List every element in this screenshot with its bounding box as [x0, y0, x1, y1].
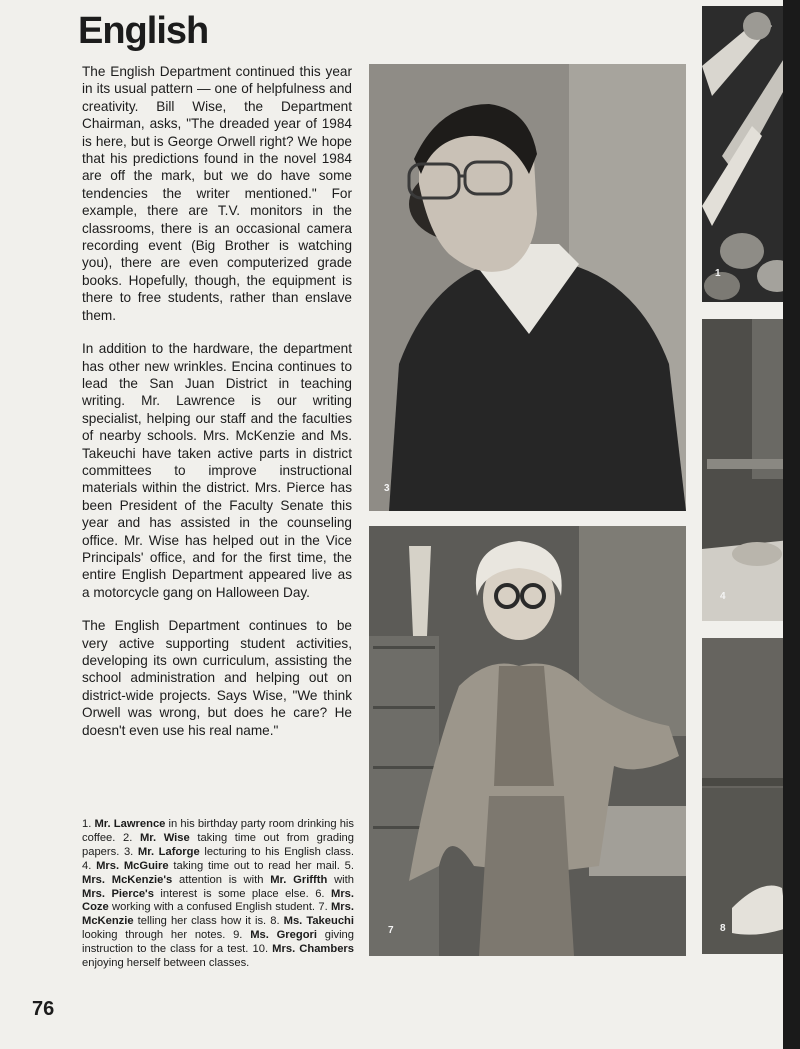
caption-10: 10. Mrs. Chambers enjoying herself between classes.	[82, 943, 354, 970]
caption-3: 3. Mr. Laforge lecturing to his English class.	[123, 845, 355, 858]
photo-number-7: 7	[388, 925, 394, 936]
caption-4: 4. Mrs. McGuire taking time out to read her mail.	[82, 859, 345, 872]
caption-1: 1. Mr. Lawrence in his birthday party room drinking his coffee.	[82, 818, 354, 844]
page-number: 76	[32, 998, 55, 1020]
paragraph-2: In addition to the hardware, the department has other new wrinkles. Encina continues to lead the San Juan District in teaching writing. Mr. Lawrence is our writing specialist, helping our staff and the faculties of nearby schools. Mrs. McKenzie and Ms. Takeuchi have taken active parts in district committees to improve instructional materials within the district. Mrs. Pierce has been President of the Faculty Senate this year and has assisted in the counseling office. Mr. Wise has helped out in the Vice Principals' office, and for the first time, the entire English Department appeared live as a motorcycle gang on Halloween Day.	[82, 341, 352, 600]
caption-7: 7. Mrs. McKenzie telling her class how it is.	[82, 901, 354, 928]
photo-captions	[82, 818, 354, 971]
caption-2: 2. Mr. Wise taking time out from grading papers.	[82, 831, 354, 858]
photo-woman-in-jacket	[369, 526, 686, 956]
caption-9: 9. Ms. Gregori giving instruction to the class for a test.	[82, 929, 355, 956]
paragraph-1: The English Department continued this year in its usual pattern — one of helpfulness and creativity. Bill Wise, the Department Chairman, asks, "The dreaded year of 1984 is here, but is George Orwell right? We hope that his predictions found in the novel 1984 are off the mark, but we do have some tendencies the writer mentioned." For example, there are T.V. monitors in the classrooms, there is an occasional camera recording event (Big Brother is watching you), there are even computerized grade books. Hopefully, though, the equipment is there to free students, rather than enslave them.	[82, 64, 352, 323]
caption-6: 6. Mrs. Coze working with a confused English student.	[82, 887, 355, 914]
caption-5: 5. Mrs. McKenzie's attention is with Mr. Griffth with Mrs. Pierce's interest is some place else.	[82, 859, 354, 900]
article-body	[82, 63, 352, 755]
photo-number-3: 3	[384, 483, 390, 494]
photo-number-4: 4	[720, 591, 726, 602]
page-title: English	[78, 10, 209, 52]
paragraph-3: The English Department continues to be very active supporting student activities, developing its own curriculum, assisting the school administration and helping out on district-wide projects. Says Wise, "We think Orwell was wrong, but does he care? He doesn't even use his real name."	[82, 618, 352, 738]
photo-number-1: 1	[715, 268, 721, 279]
page-binding-edge	[783, 0, 800, 1049]
caption-8: 8. Ms. Takeuchi looking through her notes.	[82, 915, 354, 942]
photo-number-8: 8	[720, 923, 726, 934]
photo-man-in-sweater	[369, 64, 686, 511]
